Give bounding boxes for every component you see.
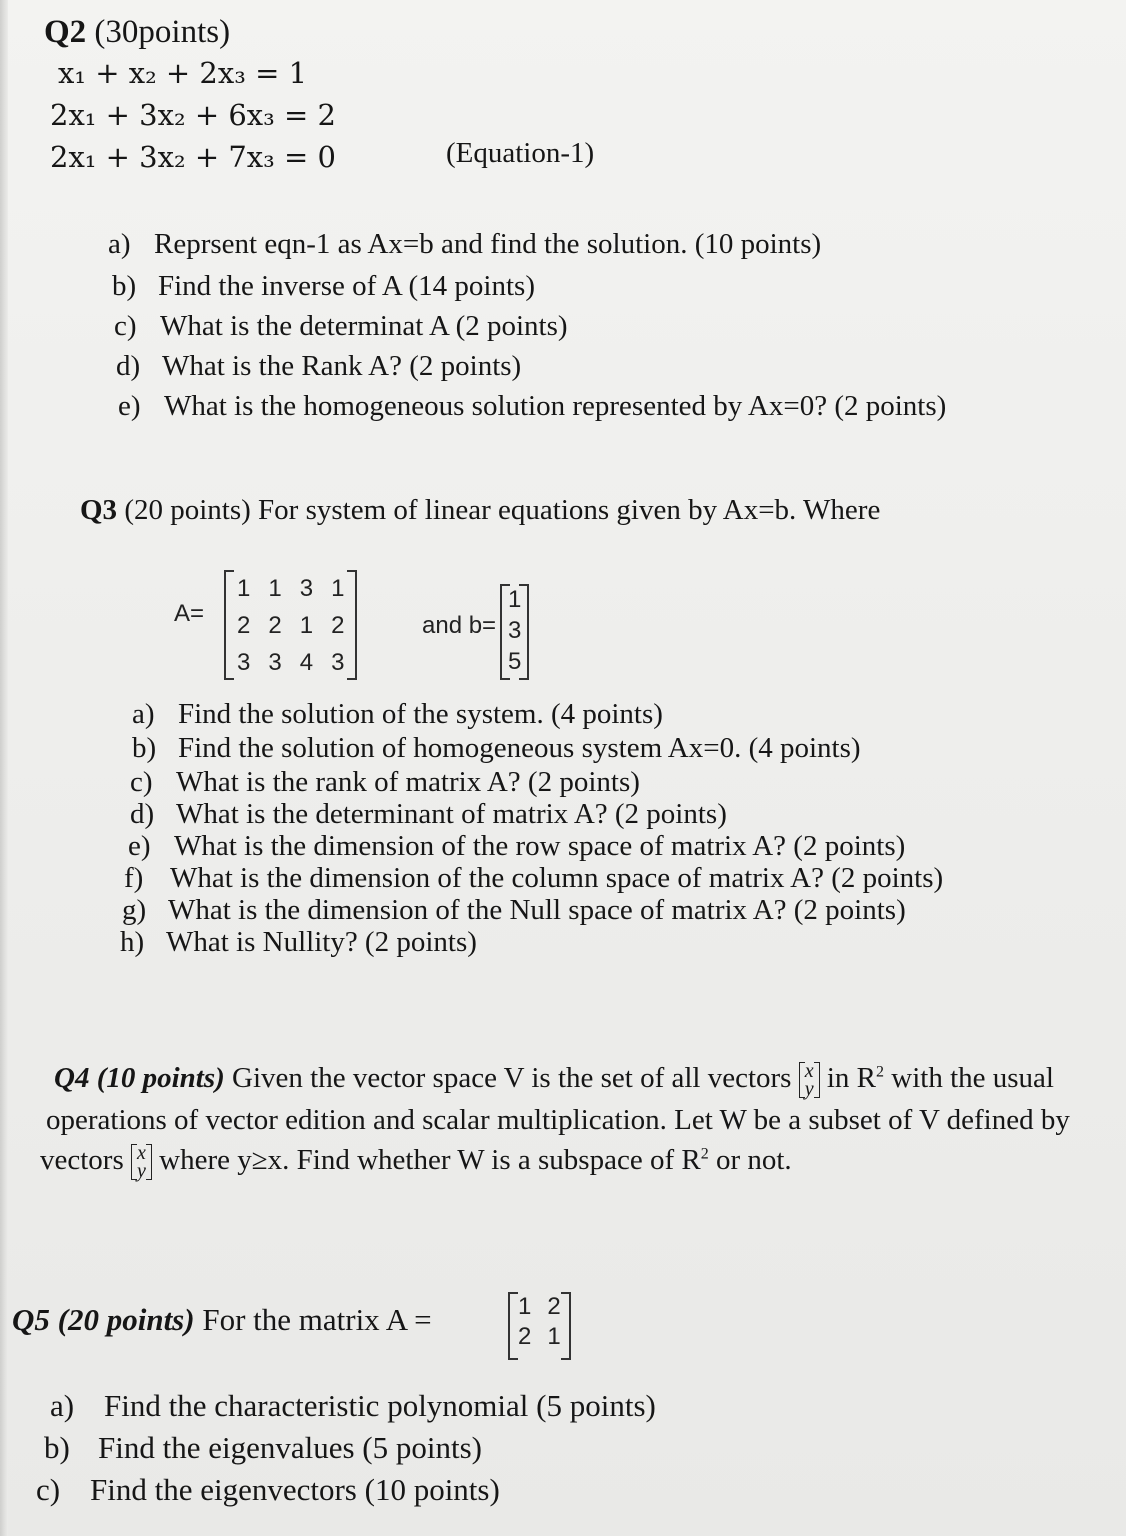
q3-b-cell: 1 bbox=[508, 585, 522, 613]
q3-a-cell: 3 bbox=[268, 648, 282, 676]
q5-part-a: a) Find the characteristic polynomial (5 points) bbox=[50, 1388, 656, 1423]
q3-title-text: (20 points) For system of linear equations given by Ax=b. Where bbox=[117, 494, 881, 526]
q3-b-cell: 5 bbox=[508, 647, 522, 675]
q5-a-cell: 1 bbox=[518, 1293, 532, 1320]
q2-equation-2: 2x₁ + 3x₂ + 6x₃ = 2 bbox=[50, 98, 336, 132]
q2-part-a: a) Reprsent eqn-1 as Ax=b and find the solution. (10 points) bbox=[108, 228, 822, 260]
q3-part-a: a) Find the solution of the system. (4 points) bbox=[132, 698, 663, 730]
q3-vector-b bbox=[500, 584, 529, 677]
q3-a-cell: 1 bbox=[299, 611, 314, 639]
q3-a-cell: 1 bbox=[237, 574, 251, 602]
q5-part-b: b) Find the eigenvalues (5 points) bbox=[44, 1430, 482, 1465]
q3-matrix-a bbox=[224, 570, 357, 681]
q5-matrix-a bbox=[508, 1292, 571, 1352]
q2-equation-1: x₁ + x₂ + 2x₃ = 1 bbox=[58, 56, 308, 90]
q3-a-cell: 3 bbox=[331, 648, 345, 676]
q4-vector-xy: x y bbox=[799, 1062, 820, 1098]
q3-a-cell: 4 bbox=[299, 648, 314, 676]
q2-title bbox=[44, 14, 230, 51]
q3-part-h: h) What is Nullity? (2 points) bbox=[120, 926, 477, 958]
q4-title: Q4 (10 points) bbox=[54, 1062, 225, 1094]
q4-vector-xy-2: x y bbox=[131, 1144, 152, 1180]
q2-number: Q2 bbox=[44, 14, 87, 50]
q3-number: Q3 bbox=[80, 494, 118, 526]
q4-line-1: Q4 (10 points) Given the vector space V is the set of all vectors x y in $R^2$ with the usual bbox=[54, 1060, 1054, 1101]
q3-part-c: c) What is the rank of matrix A? (2 points) bbox=[130, 766, 640, 798]
q3-a-cell: 2 bbox=[331, 611, 345, 639]
q3-a-cell: 3 bbox=[237, 648, 251, 676]
q2-equation-label: (Equation-1) bbox=[446, 137, 595, 169]
q5-line: Q5 (20 points) For the matrix A = bbox=[12, 1302, 432, 1337]
q3-title bbox=[80, 494, 880, 527]
q5-title: Q5 (20 points) bbox=[12, 1302, 195, 1337]
q2-part-c: c) What is the determinat A (2 points) bbox=[114, 310, 568, 342]
q3-part-b: b) Find the solution of homogeneous system Ax=0. (4 points) bbox=[132, 732, 861, 764]
q2-part-b: b) Find the inverse of A (14 points) bbox=[112, 270, 535, 302]
q3-a-label: A= bbox=[174, 600, 205, 627]
q2-part-d: d) What is the Rank A? (2 points) bbox=[116, 350, 522, 382]
q3-a-cell: 3 bbox=[299, 574, 314, 602]
q4-line-2: operations of vector edition and scalar multiplication. Let W be a subset of V defined by bbox=[46, 1104, 1070, 1136]
q5-part-c: c) Find the eigenvectors (10 points) bbox=[36, 1472, 500, 1507]
q2-points: (30points) bbox=[86, 14, 231, 50]
q3-part-f: f) What is the dimension of the column space of matrix A? (2 points) bbox=[124, 862, 944, 894]
q5-a-cell: 2 bbox=[518, 1323, 532, 1350]
q2-part-e: e) What is the homogeneous solution represented by Ax=0? (2 points) bbox=[118, 390, 947, 422]
q5-a-cell: 2 bbox=[547, 1293, 561, 1320]
q3-b-cell: 3 bbox=[508, 616, 522, 644]
q3-a-cell: 2 bbox=[237, 611, 251, 639]
q2-equation-3: 2x₁ + 3x₂ + 7x₃ = 0 bbox=[50, 140, 336, 174]
q3-a-cell: 1 bbox=[268, 574, 282, 602]
q3-part-d: d) What is the determinant of matrix A? (2 points) bbox=[130, 798, 727, 830]
q3-part-e: e) What is the dimension of the row space of matrix A? (2 points) bbox=[128, 830, 906, 862]
q5-a-cell: 1 bbox=[547, 1323, 561, 1350]
q3-a-cell: 2 bbox=[268, 611, 282, 639]
q3-b-label: and b= bbox=[422, 612, 497, 639]
q4-line-3: vectors x y where y≥x. Find whether W is a subspace of $R^2$ or not. bbox=[40, 1142, 792, 1183]
q3-a-cell: 1 bbox=[331, 574, 345, 602]
page-edge-shadow bbox=[0, 0, 8, 1536]
q3-part-g: g) What is the dimension of the Null space of matrix A? (2 points) bbox=[122, 894, 906, 926]
